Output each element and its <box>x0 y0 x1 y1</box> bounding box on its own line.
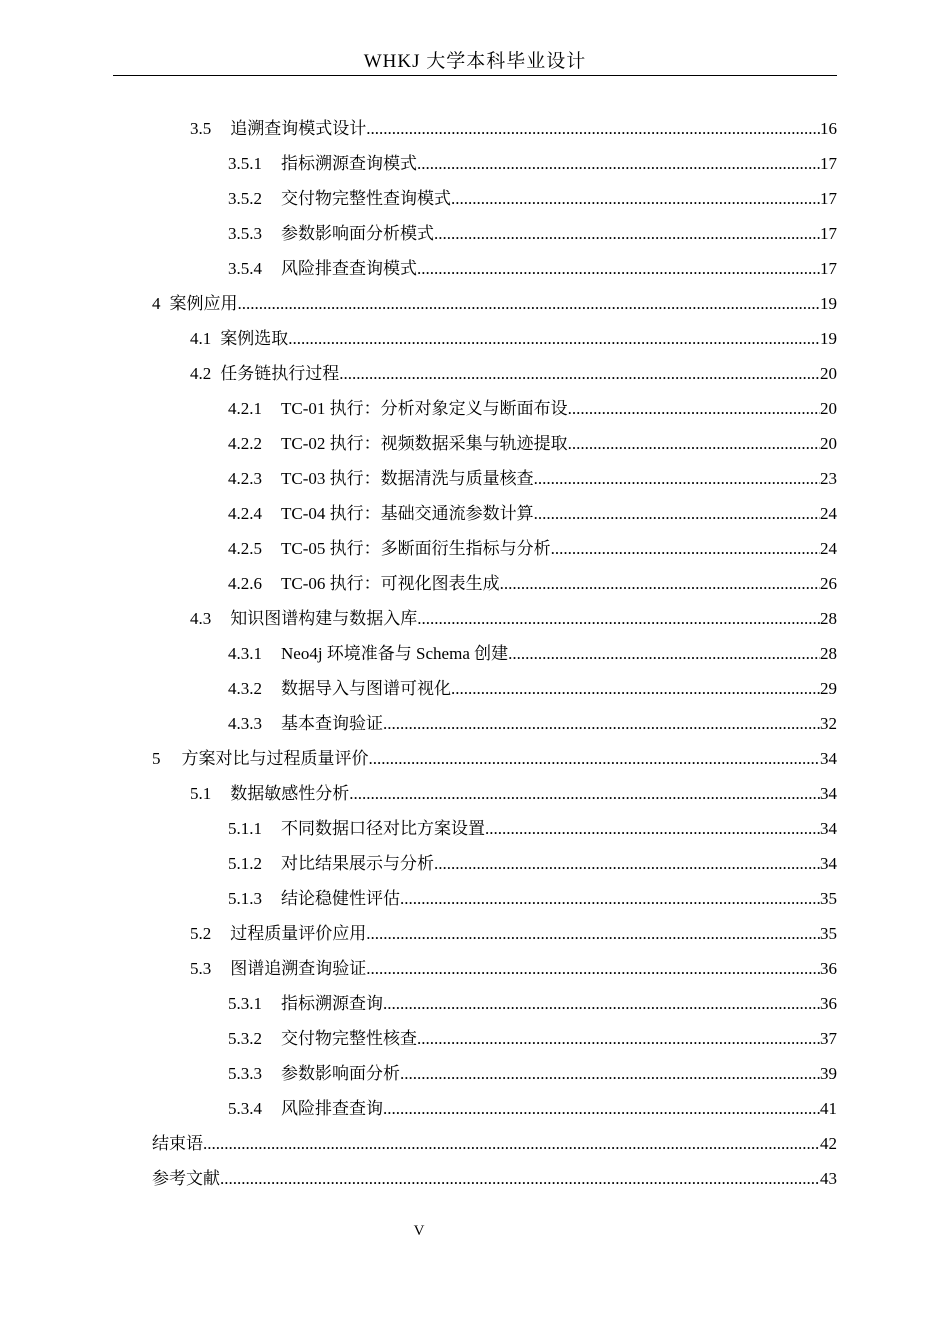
toc-entry-page: 43 <box>820 1169 837 1188</box>
toc-entry-page: 24 <box>820 504 837 523</box>
toc-entry-title: 参数影响面分析 <box>281 1064 400 1083</box>
toc-entry-title: 数据导入与图谱可视化 <box>281 679 451 698</box>
toc-entry[interactable] <box>228 461 837 496</box>
toc-row <box>0 391 950 426</box>
toc-row <box>0 321 950 356</box>
toc-entry-number: 4.3.2 <box>228 679 262 698</box>
toc-entry-page: 24 <box>820 539 837 558</box>
toc-leader-dots <box>451 671 820 706</box>
toc-entry-title: 基本查询验证 <box>281 714 383 733</box>
toc-entry-page: 37 <box>820 1029 837 1048</box>
toc-row <box>0 216 950 251</box>
toc-entry-title: 风险排查查询 <box>281 1099 383 1118</box>
toc-entry[interactable] <box>228 671 837 706</box>
toc-entry-title: 参数影响面分析模式 <box>281 224 434 243</box>
toc-entry-page: 35 <box>820 924 837 943</box>
toc-entry-page: 20 <box>820 399 837 418</box>
toc-row <box>0 741 950 776</box>
toc-leader-dots <box>417 601 820 636</box>
toc-entry-number: 5.3.4 <box>228 1099 262 1118</box>
toc-entry[interactable] <box>152 1126 837 1161</box>
toc-row <box>0 811 950 846</box>
toc-entry-page: 34 <box>820 749 837 768</box>
toc-row <box>0 111 950 146</box>
toc-entry-page: 17 <box>820 259 837 278</box>
toc-entry-number: 4.1 <box>190 329 212 348</box>
toc-entry[interactable] <box>190 951 837 986</box>
toc-entry-title: 过程质量评价应用 <box>230 924 367 943</box>
toc-entry-number: 4.2.6 <box>228 574 262 593</box>
toc-entry-title: 风险排查查询模式 <box>281 259 417 278</box>
toc-leader-dots <box>400 1056 820 1091</box>
toc-entry-page: 20 <box>820 434 837 453</box>
toc-entry-number: 4.2.1 <box>228 399 262 418</box>
toc-row <box>0 426 950 461</box>
toc-row <box>0 146 950 181</box>
toc-entry[interactable] <box>228 146 837 181</box>
toc-entry-number: 4.2 <box>190 364 212 383</box>
toc-entry-title: 参考文献 <box>152 1169 220 1188</box>
toc-entry-number: 5.1 <box>190 784 212 803</box>
toc-leader-dots <box>417 251 820 286</box>
toc-entry[interactable] <box>228 1056 837 1091</box>
toc-entry-number: 4.2.5 <box>228 539 262 558</box>
toc-entry[interactable] <box>228 496 837 531</box>
toc-entry-title: TC-03 执行：数据清洗与质量核查 <box>281 469 534 488</box>
toc-entry[interactable] <box>228 251 837 286</box>
toc-leader-dots <box>366 916 820 951</box>
toc-entry-page: 20 <box>820 364 837 383</box>
toc-leader-dots <box>383 986 820 1021</box>
toc-entry-title: 交付物完整性核查 <box>281 1029 417 1048</box>
toc-entry-page: 35 <box>820 889 837 908</box>
toc-entry-number: 5.3.1 <box>228 994 262 1013</box>
toc-row <box>0 566 950 601</box>
toc-row <box>0 1056 950 1091</box>
toc-entry-page: 17 <box>820 224 837 243</box>
toc-row <box>0 951 950 986</box>
page-header <box>113 48 837 76</box>
toc-leader-dots <box>220 1161 820 1196</box>
toc-entry-page: 28 <box>820 644 837 663</box>
toc-entry-title: TC-02 执行：视频数据采集与轨迹提取 <box>281 434 568 453</box>
toc-entry[interactable] <box>228 566 837 601</box>
toc-entry-title: 指标溯源查询 <box>281 994 383 1013</box>
toc-row <box>0 776 950 811</box>
toc-entry-page: 17 <box>820 154 837 173</box>
toc-entry-number: 3.5.3 <box>228 224 262 243</box>
toc-row <box>0 1021 950 1056</box>
toc-entry-number: 5 <box>152 749 161 768</box>
toc-entry[interactable] <box>152 1161 837 1196</box>
toc-leader-dots <box>339 356 820 391</box>
toc-entry[interactable] <box>190 356 837 391</box>
toc-entry-number: 5.3.2 <box>228 1029 262 1048</box>
toc-entry-number: 4.2.4 <box>228 504 262 523</box>
toc-entry[interactable] <box>228 986 837 1021</box>
toc-row <box>0 671 950 706</box>
toc-leader-dots <box>568 426 820 461</box>
toc-entry-title: 案例选取 <box>220 329 289 348</box>
toc-entry[interactable] <box>228 1091 837 1126</box>
toc-entry[interactable] <box>152 741 837 776</box>
toc-entry-number: 5.1.1 <box>228 819 262 838</box>
toc-row <box>0 1091 950 1126</box>
toc-leader-dots <box>434 846 820 881</box>
toc-leader-dots <box>383 706 820 741</box>
toc-entry[interactable] <box>190 916 837 951</box>
toc-row <box>0 706 950 741</box>
toc-entry[interactable] <box>228 846 837 881</box>
toc-entry-page: 41 <box>820 1099 837 1118</box>
toc-row <box>0 881 950 916</box>
toc-leader-dots <box>417 1021 820 1056</box>
toc-entry-number: 4.3.3 <box>228 714 262 733</box>
toc-entry-title: 追溯查询模式设计 <box>230 119 367 138</box>
toc-leader-dots <box>534 461 820 496</box>
toc-entry-number: 4.3 <box>190 609 212 628</box>
toc-entry-page: 34 <box>820 854 837 873</box>
toc-leader-dots <box>417 146 820 181</box>
page-footer <box>0 1221 950 1241</box>
toc-entry[interactable] <box>228 811 837 846</box>
toc-entry-page: 23 <box>820 469 837 488</box>
toc-entry-title: 方案对比与过程质量评价 <box>181 749 369 768</box>
toc-row <box>0 531 950 566</box>
toc-entry[interactable] <box>228 1021 837 1056</box>
toc-entry[interactable] <box>228 706 837 741</box>
toc-entry-title: 不同数据口径对比方案设置 <box>281 819 485 838</box>
toc-entry-number: 3.5 <box>190 119 212 138</box>
toc-leader-dots <box>203 1126 820 1161</box>
toc-row <box>0 1126 950 1161</box>
toc-row <box>0 1161 950 1196</box>
toc-entry-number: 4.3.1 <box>228 644 262 663</box>
toc-entry-number: 5.2 <box>190 924 212 943</box>
toc-entry-title: TC-04 执行：基础交通流参数计算 <box>281 504 534 523</box>
toc-entry-title: Neo4j 环境准备与 Schema 创建 <box>281 644 509 663</box>
toc-leader-dots <box>434 216 820 251</box>
toc-leader-dots <box>369 741 821 776</box>
toc-entry-title: 结论稳健性评估 <box>281 889 400 908</box>
toc-entry-page: 16 <box>820 119 837 138</box>
toc-leader-dots <box>383 1091 820 1126</box>
toc-entry-number: 3.5.1 <box>228 154 262 173</box>
toc-row <box>0 846 950 881</box>
toc-entry[interactable] <box>228 531 837 566</box>
toc-entry-page: 34 <box>820 819 837 838</box>
toc-leader-dots <box>349 776 820 811</box>
toc-row <box>0 601 950 636</box>
toc-leader-dots <box>551 531 820 566</box>
toc-entry[interactable] <box>190 601 837 636</box>
toc-row <box>0 251 950 286</box>
toc-entry-number: 5.1.3 <box>228 889 262 908</box>
toc-entry-number: 4 <box>152 294 161 313</box>
toc-row <box>0 181 950 216</box>
toc-entry-page: 19 <box>820 329 837 348</box>
toc-row <box>0 286 950 321</box>
toc-entry[interactable] <box>228 636 837 671</box>
toc-row <box>0 461 950 496</box>
header-title: WHKJ 大学本科毕业设计 <box>363 51 587 72</box>
toc-entry-number: 5.3 <box>190 959 212 978</box>
toc-entry-title: TC-06 执行：可视化图表生成 <box>281 574 500 593</box>
toc-entry[interactable] <box>228 181 837 216</box>
toc-entry-page: 32 <box>820 714 837 733</box>
toc-entry[interactable] <box>228 881 837 916</box>
toc-entry[interactable] <box>228 426 837 461</box>
toc-entry-page: 19 <box>820 294 837 313</box>
toc-entry-page: 29 <box>820 679 837 698</box>
toc-row <box>0 916 950 951</box>
toc-leader-dots <box>400 881 820 916</box>
toc-leader-dots <box>568 391 820 426</box>
toc-entry-number: 5.3.3 <box>228 1064 262 1083</box>
toc-entry-title: 知识图谱构建与数据入库 <box>230 609 418 628</box>
toc-entry-title: TC-01 执行：分析对象定义与断面布设 <box>281 399 568 418</box>
toc-entry-page: 34 <box>820 784 837 803</box>
toc-leader-dots <box>500 566 820 601</box>
toc-entry[interactable] <box>152 286 837 321</box>
toc-entry-number: 5.1.2 <box>228 854 262 873</box>
toc-entry-page: 42 <box>820 1134 837 1153</box>
toc-entry-title: 交付物完整性查询模式 <box>281 189 451 208</box>
toc-entry[interactable] <box>228 216 837 251</box>
toc-entry-number: 3.5.4 <box>228 259 262 278</box>
toc-entry[interactable] <box>228 391 837 426</box>
toc-entry-title: 指标溯源查询模式 <box>281 154 417 173</box>
toc-row <box>0 356 950 391</box>
toc-leader-dots <box>508 636 820 671</box>
toc-leader-dots <box>366 951 820 986</box>
toc-entry-title: TC-05 执行：多断面衍生指标与分析 <box>281 539 551 558</box>
toc-entry-title: 结束语 <box>152 1134 203 1153</box>
toc-entry-number: 3.5.2 <box>228 189 262 208</box>
toc-leader-dots <box>534 496 820 531</box>
toc-entry-title: 案例应用 <box>169 294 238 313</box>
toc-row <box>0 636 950 671</box>
toc-entry-page: 28 <box>820 609 837 628</box>
toc-entry[interactable] <box>190 111 837 146</box>
toc-leader-dots <box>288 321 820 356</box>
toc-leader-dots <box>366 111 820 146</box>
toc-entry-page: 26 <box>820 574 837 593</box>
toc-entry-page: 36 <box>820 994 837 1013</box>
toc-leader-dots <box>238 286 821 321</box>
toc-entry-title: 图谱追溯查询验证 <box>230 959 367 978</box>
toc-entry-title: 数据敏感性分析 <box>230 784 350 803</box>
toc-entry-title: 对比结果展示与分析 <box>281 854 434 873</box>
toc-row <box>0 496 950 531</box>
toc-entry-page: 39 <box>820 1064 837 1083</box>
toc-leader-dots <box>485 811 820 846</box>
toc-row <box>0 986 950 1021</box>
toc-entry-page: 36 <box>820 959 837 978</box>
toc-entry-title: 任务链执行过程 <box>220 364 340 383</box>
page-number: V <box>413 1223 425 1239</box>
toc-entry[interactable] <box>190 776 837 811</box>
toc-leader-dots <box>451 181 820 216</box>
toc-entry-page: 17 <box>820 189 837 208</box>
toc-entry-number: 4.2.3 <box>228 469 262 488</box>
toc-entry-number: 4.2.2 <box>228 434 262 453</box>
toc-entry[interactable] <box>190 321 837 356</box>
